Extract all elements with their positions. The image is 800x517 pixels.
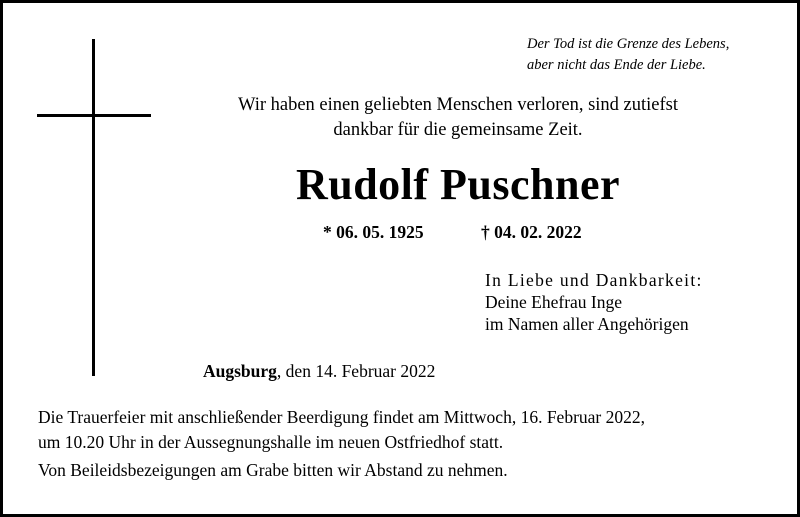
cross-horizontal-bar <box>37 114 151 117</box>
cross-vertical-bar <box>92 39 95 376</box>
signoff-line-3: im Namen aller Angehörigen <box>485 314 689 334</box>
deceased-name: Rudolf Puschner <box>295 160 621 209</box>
condolence-request: Von Beileidsbezeigungen am Grabe bitten wir Abstand zu nehmen. <box>38 460 508 480</box>
signoff-line-1: In Liebe und Dankbarkeit: <box>485 270 703 290</box>
birth-date: * 06. 05. 1925 <box>323 222 424 242</box>
signoff-block <box>485 269 785 335</box>
place-date-line <box>203 360 435 382</box>
place-city: Augsburg <box>203 361 277 381</box>
death-date: † 04. 02. 2022 <box>481 222 582 242</box>
funeral-notice: Die Trauerfeier mit anschließender Beerdigung findet am Mittwoch, 16. Februar 2022, um 10.20 Uhr in der Aussegnungshalle im neuen Ostfriedhof statt. <box>38 407 645 452</box>
motto-quote: Der Tod ist die Grenze des Lebens, aber nicht das Ende der Liebe. <box>527 36 730 73</box>
intro-text: Wir haben einen geliebten Menschen verloren, sind zutiefst dankbar für die gemeinsame Zeit. <box>237 95 679 140</box>
signoff-line-2: Deine Ehefrau Inge <box>485 292 623 312</box>
place-date: , den 14. Februar 2022 <box>276 361 436 381</box>
